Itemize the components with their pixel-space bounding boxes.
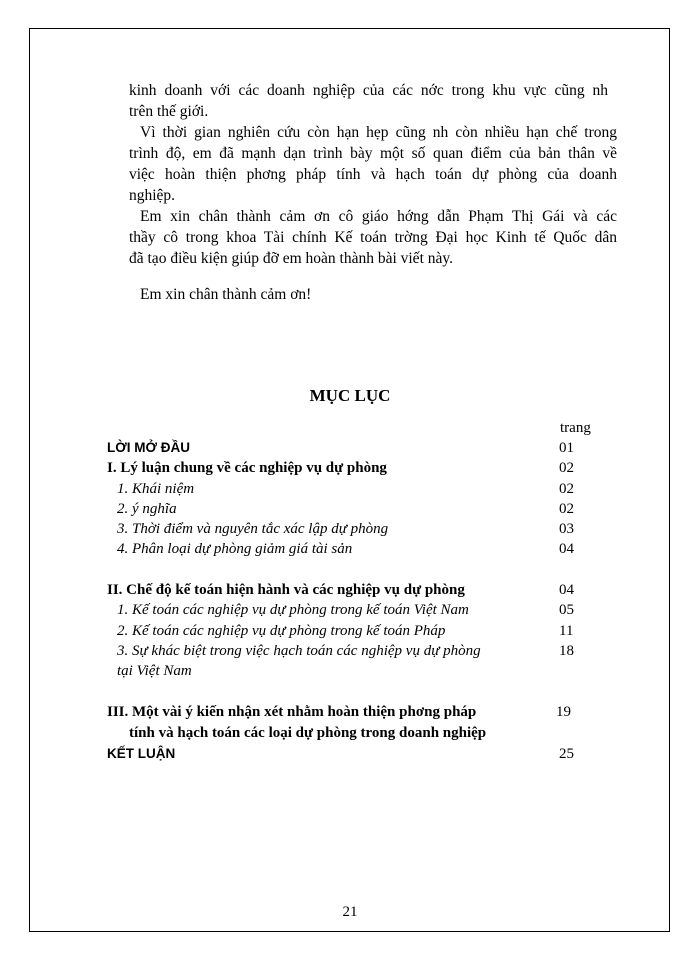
toc-entry-page: 04 (559, 541, 574, 557)
toc-entry-page: 03 (559, 521, 574, 537)
toc-entry-title: I. Lý luận chung về các nghiệp vụ dự phòng (107, 460, 387, 476)
toc-entry-page: 02 (559, 481, 574, 497)
toc-entry-page: 02 (559, 460, 574, 476)
toc-entry-page: 04 (559, 582, 574, 598)
intro-line: Vì thời gian nghiên cứu còn hạn hẹp cũng nh còn nhiều hạn chế trong (140, 124, 617, 141)
intro-line: trên thế giới. (129, 103, 209, 120)
toc-entry-title-cont: tại Việt Nam (117, 663, 192, 679)
toc-entry-title: KẾT LUẬN (107, 746, 176, 761)
intro-line: đã tạo điều kiện giúp đỡ em hoàn thành bài viết này. (129, 250, 453, 267)
intro-line: việc hoàn thiện phơng pháp tính và hạch toán dự phòng của doanh (129, 166, 617, 183)
toc-entry-title: III. Một vài ý kiến nhận xét nhằm hoàn thiện phơng pháp (107, 704, 477, 720)
toc-entry-page: 11 (559, 623, 574, 639)
toc-entry-title: 4. Phân loại dự phòng giảm giá tài sản (117, 541, 353, 557)
intro-line: trình độ, em đã mạnh dạn trình bày một số quan điểm của bản thân về (129, 145, 617, 162)
toc-entry-page: 18 (559, 643, 574, 659)
toc-entry-title: LỜI MỞ ĐẦU (107, 440, 191, 455)
toc-entry-title: 3. Sự khác biệt trong việc hạch toán các nghiệp vụ dự phòng (117, 643, 481, 659)
intro-line: kinh doanh với các doanh nghiệp của các nớc trong khu vực cũng nh (129, 82, 608, 99)
thanks-line: Em xin chân thành cảm ơn! (140, 286, 312, 303)
toc-entry-title-cont: tính và hạch toán các loại dự phòng trong doanh nghiệp (129, 725, 487, 741)
page-number: 21 (342, 904, 358, 920)
toc-entry-page: 05 (559, 602, 574, 618)
toc-entry-title: II. Chế độ kế toán hiện hành và các nghiệp vụ dự phòng (107, 582, 465, 598)
toc-entry-title: 2. Kế toán các nghiệp vụ dự phòng trong kế toán Pháp (117, 623, 446, 639)
intro-line: thầy cô trong khoa Tài chính Kế toán trờng Đại học Kinh tế Quốc dân (129, 229, 617, 246)
intro-line: nghiệp. (129, 187, 176, 204)
toc-entry-page: 19 (556, 704, 571, 720)
toc-entry-title: 1. Kế toán các nghiệp vụ dự phòng trong kế toán Việt Nam (117, 602, 469, 618)
toc-page-header: trang (560, 420, 591, 436)
toc-entry-title: 2. ý nghĩa (117, 501, 177, 517)
toc-entry-page: 01 (559, 440, 574, 456)
toc-entry-page: 25 (559, 746, 574, 762)
intro-line: Em xin chân thành cảm ơn cô giáo hớng dẫn Phạm Thị Gái và các (140, 208, 617, 225)
toc-entry-page: 02 (559, 501, 574, 517)
toc-heading: MỤC LỤC (309, 386, 391, 405)
toc-entry-title: 1. Khái niệm (117, 481, 195, 497)
toc-entry-title: 3. Thời điểm và nguyên tắc xác lập dự phòng (117, 521, 389, 537)
